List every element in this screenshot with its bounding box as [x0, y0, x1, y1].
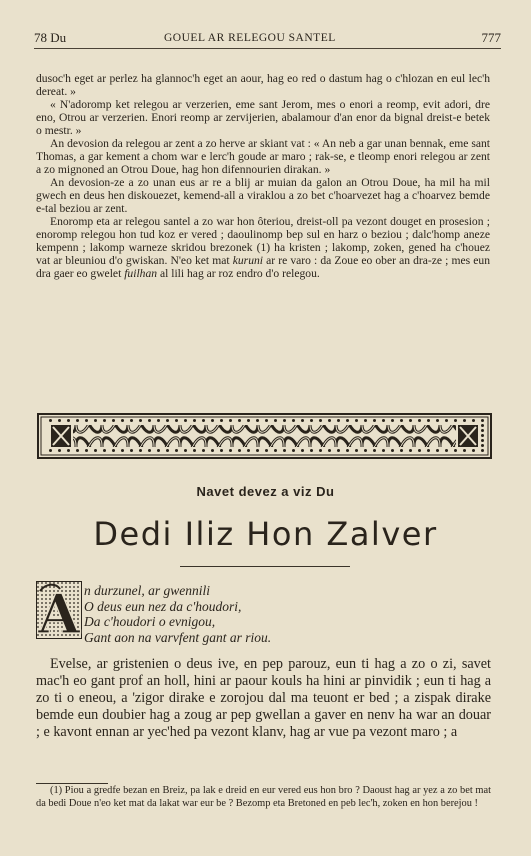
paragraph-main: Evelse, ar gristenien o deus ive, en pep parouz, eun ti hag a zo o zi, savet mac'h eo gant prof an holl, hini ar paour kouls ha hini ar pinvidik ; eun ti hag a zo ti o eneou, a 'zigor dirake e zorojou dal ma teuont er bed ; a zispak dirake bemde eun doubier hag a zoug ar pep gwellan a gaver en nenv ha war an douar ; e kavont ennan ar yec'hed pa vezont klanv, hag ar vue pa vezont maro ; a — [36, 656, 491, 740]
paragraph-5-part-a: Enoromp eta ar relegou santel a zo war hon ôteriou, dreist-oll pa vezont douget en prosesion ; enoromp relegou hon tud koz er vered ; daoulinomp bep sul en harz o beziou ; dalc'homp aneze kempenn ; lakomp warneze skridou brezonek (1) ha kristen ; lakomp, zoken, gened ha c'houez vat ar bleuniou d'o gwiskan. N'eo ket mat — [36, 215, 490, 267]
section-subtitle: Navet devez a viz Du — [196, 484, 335, 499]
paragraph-2: « N'adoromp ket relegou ar verzerien, eme sant Jerom, mes o enori a reomp, evit adori, dre eno, Otrou ar verzerien. Enori reomp ar zervijerien, abalamour d'an enor da bignal dreist-e betek o mestr. » — [36, 98, 490, 137]
verse-line-4: Gant aon na varvfent gant ar riou. — [84, 629, 272, 645]
footnote-rule — [36, 783, 108, 784]
body-text-bottom — [36, 656, 491, 741]
paragraph-1: dusoc'h eget ar perlez ha glannoc'h eget an aour, hag eo red o dastum hag o c'hlozan en eul lec'h dereat. » — [36, 72, 490, 98]
verse-line-3: Da c'houdori o evnigou, — [84, 614, 216, 629]
title-underline — [180, 566, 350, 567]
dropcap-letter: A — [38, 582, 80, 639]
italic-word-kuruni: kuruni — [232, 254, 264, 267]
page-number: 777 — [481, 30, 501, 45]
body-text-top — [36, 72, 490, 280]
header-title: GOUEL AR RELEGOU SANTEL — [164, 32, 336, 44]
decorative-initial-a — [36, 581, 82, 639]
paragraph-3: An devosion da relegou ar zent a zo herve ar skiant vat : « An neb a gar unan bennak, eme sant Thomas, a gar kement a chom war e lerc'h goude ar maro ; rak-se, e tleomp enori relegou ar zent a zo mignoned an Otrou Doue, hag hon difennourien dirakan. » — [36, 137, 490, 176]
verse-line-2: O deus eun nez da c'houdori, — [84, 598, 242, 614]
celtic-knot-ornament-band — [37, 413, 492, 459]
footnote — [36, 785, 491, 810]
paragraph-4: An devosion-ze a zo unan eus ar re a blij ar muian da galon an Otrou Doue, ha mil ha mil gwech en deus hen diskouezet, kemend-all a viraklou a zo bet c'hoarvezet hag a c'hoarvez bemde e-tal beziou ar zent. — [36, 176, 490, 215]
paragraph-5 — [36, 215, 490, 280]
italic-word-fuilhan: fuilhan — [124, 267, 158, 280]
header-left: 78 Du — [34, 30, 67, 45]
footnote-text: (1) Piou a gredfe bezan en Breiz, pa lak e dreid en eur vered eus hon bro ? Daoust hag ar yez a zo bet mat da bedi Doue n'eo ket mat da lakat war eur be ? Bezomp eta Bretoned en peb lec'h, zoken en hon berejou ! — [36, 785, 491, 809]
verse-block — [84, 583, 484, 645]
running-header — [34, 28, 501, 49]
section-title: Dedi Iliz Hon Zalver — [93, 515, 438, 553]
verse-line-1: n durzunel, ar gwennili — [84, 583, 211, 598]
paragraph-5-part-b: ar re varo : da Zoue eo ober an dra-ze ; mes eun dra gaer eo gwelet — [36, 254, 491, 280]
paragraph-5-part-c: al lili hag ar roz endro d'o relegou. — [157, 267, 320, 280]
